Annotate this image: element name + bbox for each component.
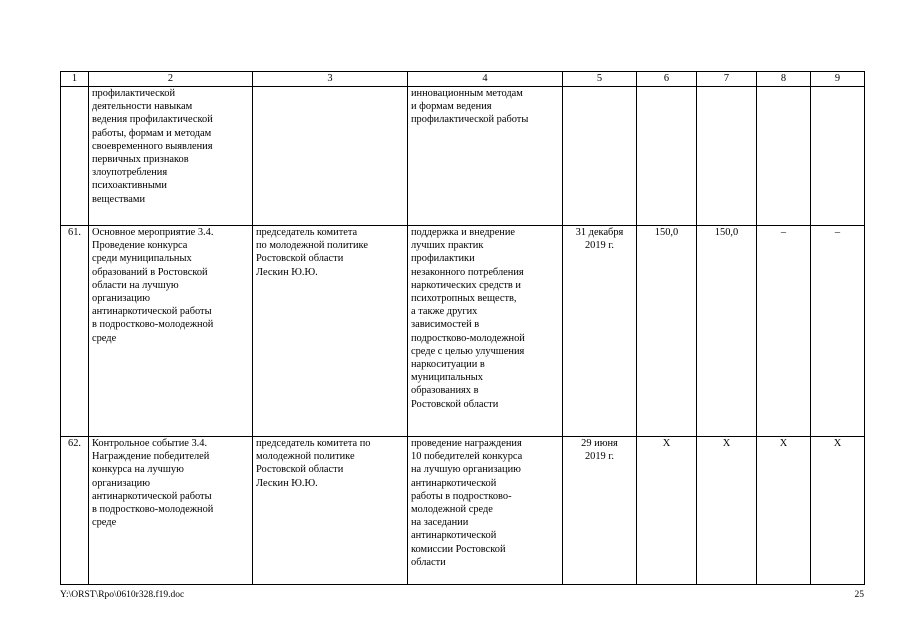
value-col-8: Х [757, 437, 811, 585]
footer-file-path: Y:\ORST\Rpo\0610r328.f19.doc [60, 590, 185, 600]
column-number-8: 8 [757, 72, 811, 87]
value-col-7 [697, 87, 757, 226]
table-row [61, 226, 865, 437]
responsible-person [253, 87, 408, 226]
deadline-date: 29 июня 2019 г. [563, 437, 637, 585]
row-number [61, 87, 89, 226]
column-number-1: 1 [61, 72, 89, 87]
expected-result: инновационным методам и формам ведения профилактической работы [408, 87, 563, 226]
value-col-7: Х [697, 437, 757, 585]
table-row [61, 437, 865, 585]
column-number-7: 7 [697, 72, 757, 87]
column-number-9: 9 [811, 72, 865, 87]
column-number-2: 2 [89, 72, 253, 87]
expected-result: проведение награждения 10 победителей конкурса на лучшую организацию антинаркотической работы в подростково- молодежной среде на заседании антинаркотической комиссии Ростовской области [408, 437, 563, 585]
page-number: 25 [854, 590, 864, 600]
column-number-3: 3 [253, 72, 408, 87]
document-table [60, 71, 865, 585]
responsible-person: председатель комитета по молодежной политике Ростовской области Лескин Ю.Ю. [253, 226, 408, 437]
table-row [61, 87, 865, 226]
responsible-person: председатель комитета по молодежной политике Ростовской области Лескин Ю.Ю. [253, 437, 408, 585]
event-name: Контрольное событие 3.4. Награждение победителей конкурса на лучшую организацию антинаркотической работы в подростково-молодежной среде [89, 437, 253, 585]
value-col-9: – [811, 226, 865, 437]
value-col-8: – [757, 226, 811, 437]
column-number-5: 5 [563, 72, 637, 87]
value-col-8 [757, 87, 811, 226]
row-number: 61. [61, 226, 89, 437]
value-col-9: Х [811, 437, 865, 585]
event-name: профилактической деятельности навыкам ведения профилактической работы, формам и методам своевременного выявления первичных признаков злоупотребления психоактивными веществами [89, 87, 253, 226]
deadline-date: 31 декабря 2019 г. [563, 226, 637, 437]
event-name: Основное мероприятие 3.4. Проведение конкурса среди муниципальных образований в Ростовской области на лучшую организацию антинаркотической работы в подростково-молодежной среде [89, 226, 253, 437]
row-number: 62. [61, 437, 89, 585]
deadline-date [563, 87, 637, 226]
expected-result: поддержка и внедрение лучших практик профилактики незаконного потребления наркотических средств и психотропных веществ, а также других зависимостей в подростково-молодежной среде с целью улучшения наркоситуации в муниципальных образованиях в Ростовской области [408, 226, 563, 437]
value-col-9 [811, 87, 865, 226]
value-col-7: 150,0 [697, 226, 757, 437]
value-col-6: Х [637, 437, 697, 585]
header-row [61, 72, 865, 87]
column-number-6: 6 [637, 72, 697, 87]
column-number-4: 4 [408, 72, 563, 87]
value-col-6: 150,0 [637, 226, 697, 437]
value-col-6 [637, 87, 697, 226]
